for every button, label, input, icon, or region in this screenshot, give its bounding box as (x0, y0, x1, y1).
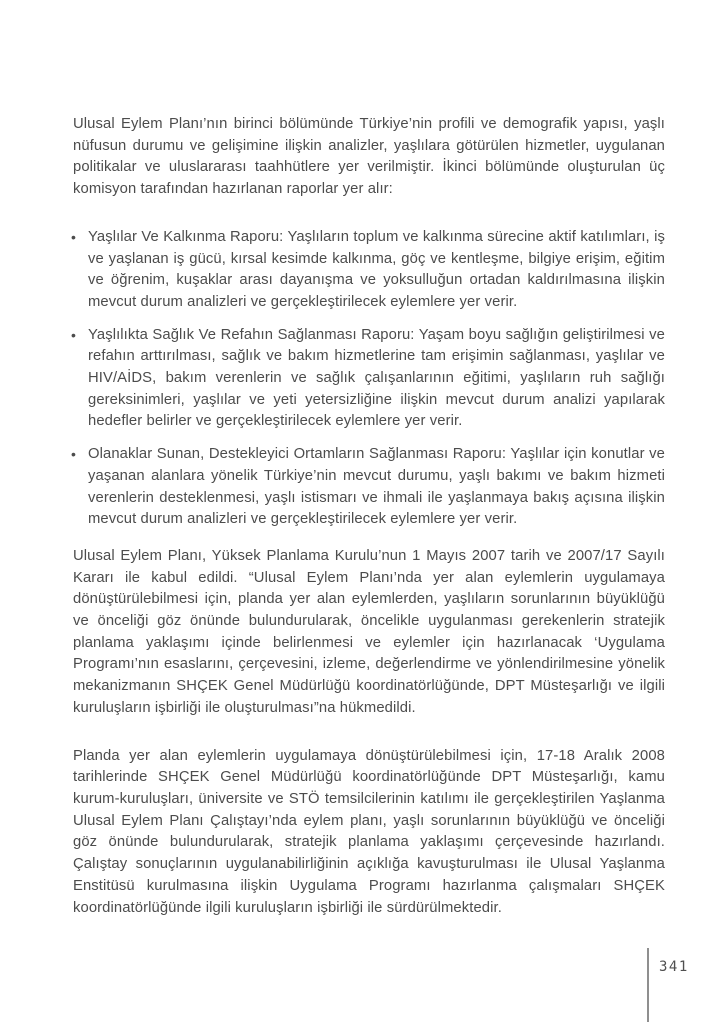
paragraph-plan-adoption: Ulusal Eylem Planı, Yüksek Planlama Kurulu’nun 1 Mayıs 2007 tarih ve 2007/17 Sayılı Kararı ile kabul edildi. “Ulusal Eylem Planı’nda yer alan eylemlerin uygulamaya dönüştürülebilmesi için, planda yer alan eylemlerden, yaşlıların sorunlarının büyüklüğü ve önceliği göz önünde bulundurularak, öncelikle uygulanması gerekenlerin stratejik planlama yaklaşımı içinde belirlenmesi ve eylemler için hazırlanacak ‘Uygulama Programı’nın esaslarını, çerçevesini, izleme, değerlendirme ve yönlendirilmesine yönelik mekanizmanın SHÇEK Genel Müdürlüğü koordinatörlüğünde, DPT Müsteşarlığı ve ilgili kuruluşların işbirliği ile oluşturulması”na hükmedildi. (73, 547, 665, 716)
body-text (73, 114, 665, 919)
list-item-text: Yaşlılıkta Sağlık Ve Refahın Sağlanması Raporu: Yaşam boyu sağlığın geliştirilmesi ve refahın arttırılması, sağlık ve bakım hizmetlerine tam erişimin sağlanması, yaşlılar ve HIV/AİDS, bakım verenlerin ve sağlık çalışanlarının eğitimi, yaşlıların ruh sağlığı gereksinimleri, yaşlılar ve yeti yetersizliğine ilişkin mevcut durum analizi yapılarak hedefler belirler ve gerçekleştirilecek eylemlere yer verir. (88, 326, 665, 430)
paragraph-workshop: Planda yer alan eylemlerin uygulamaya dönüştürülebilmesi için, 17-18 Aralık 2008 tarihlerinde SHÇEK Genel Müdürlüğü koordinatörlüğünde DPT Müsteşarlığı, kamu kurum-kuruluşları, üniversite ve STÖ temsilcilerinin katılımı ile gerçekleştirilen Yaşlanma Ulusal Eylem Planı Çalıştayı’nda eylem planı, yaşlı sorunlarının büyüklüğü ve önceliği göz önünde bulundurularak, stratejik planlama yaklaşımı çerçevesinde hazırlandı. Çalıştay sonuçlarının uygulanabilirliğinin açıklığa kavuşturulması ile Ulusal Yaşlanma Enstitüsü kurulmasına ilişkin Uygulama Programı hazırlanma çalışmaları SHÇEK koordinatörlüğünde ilgili kuruluşların işbirliği ile sürdürülmektedir. (73, 747, 665, 916)
list-item-text: Olanaklar Sunan, Destekleyici Ortamların Sağlanması Raporu: Yaşlılar için konutlar ve yaşanan alanlara yönelik Türkiye’nin mevcut durumu, yaşlı bakımı ve bakım hizmeti verenlerin desteklenmesi, yaşlı istismarı ve ihmali ile yaşlanmaya bakış açısına ilişkin mevcut durum analizleri ve gerçekleştirilecek eylemlere yer verir. (88, 446, 665, 528)
list-item (73, 325, 665, 434)
bullet-icon: • (71, 446, 77, 463)
list-item (73, 227, 665, 314)
footer-divider (647, 948, 649, 1022)
bullet-icon: • (71, 228, 77, 245)
page-number: 341 (659, 959, 689, 975)
paragraph-intro: Ulusal Eylem Planı’nın birinci bölümünde Türkiye’nin profili ve demografik yapısı, yaşlı nüfusun durumu ve gelişimine ilişkin analizler, yaşlılara götürülen hizmetler, uygulanan politikalar ve uluslararası taahhütlere yer verilmiştir. İkinci bölümünde oluşturulan üç komisyon tarafından hazırlanan raporlar yer alır: (73, 116, 665, 198)
report-list (73, 227, 665, 531)
list-item-text: Yaşlılar Ve Kalkınma Raporu: Yaşlıların toplum ve kalkınma sürecine aktif katılımları, iş ve yaşlanan iş gücü, kırsal kesimde kalkınma, göç ve kentleşme, bilgiye erişim, eğitim ve öğrenim, kuşaklar arası dayanışma ve yoksulluğun ortadan kaldırılmasına ilişkin mevcut durum analizleri ve gerçekleştirilecek eylemlere yer verir. (88, 228, 665, 310)
bullet-icon: • (71, 326, 77, 343)
list-item (73, 444, 665, 531)
